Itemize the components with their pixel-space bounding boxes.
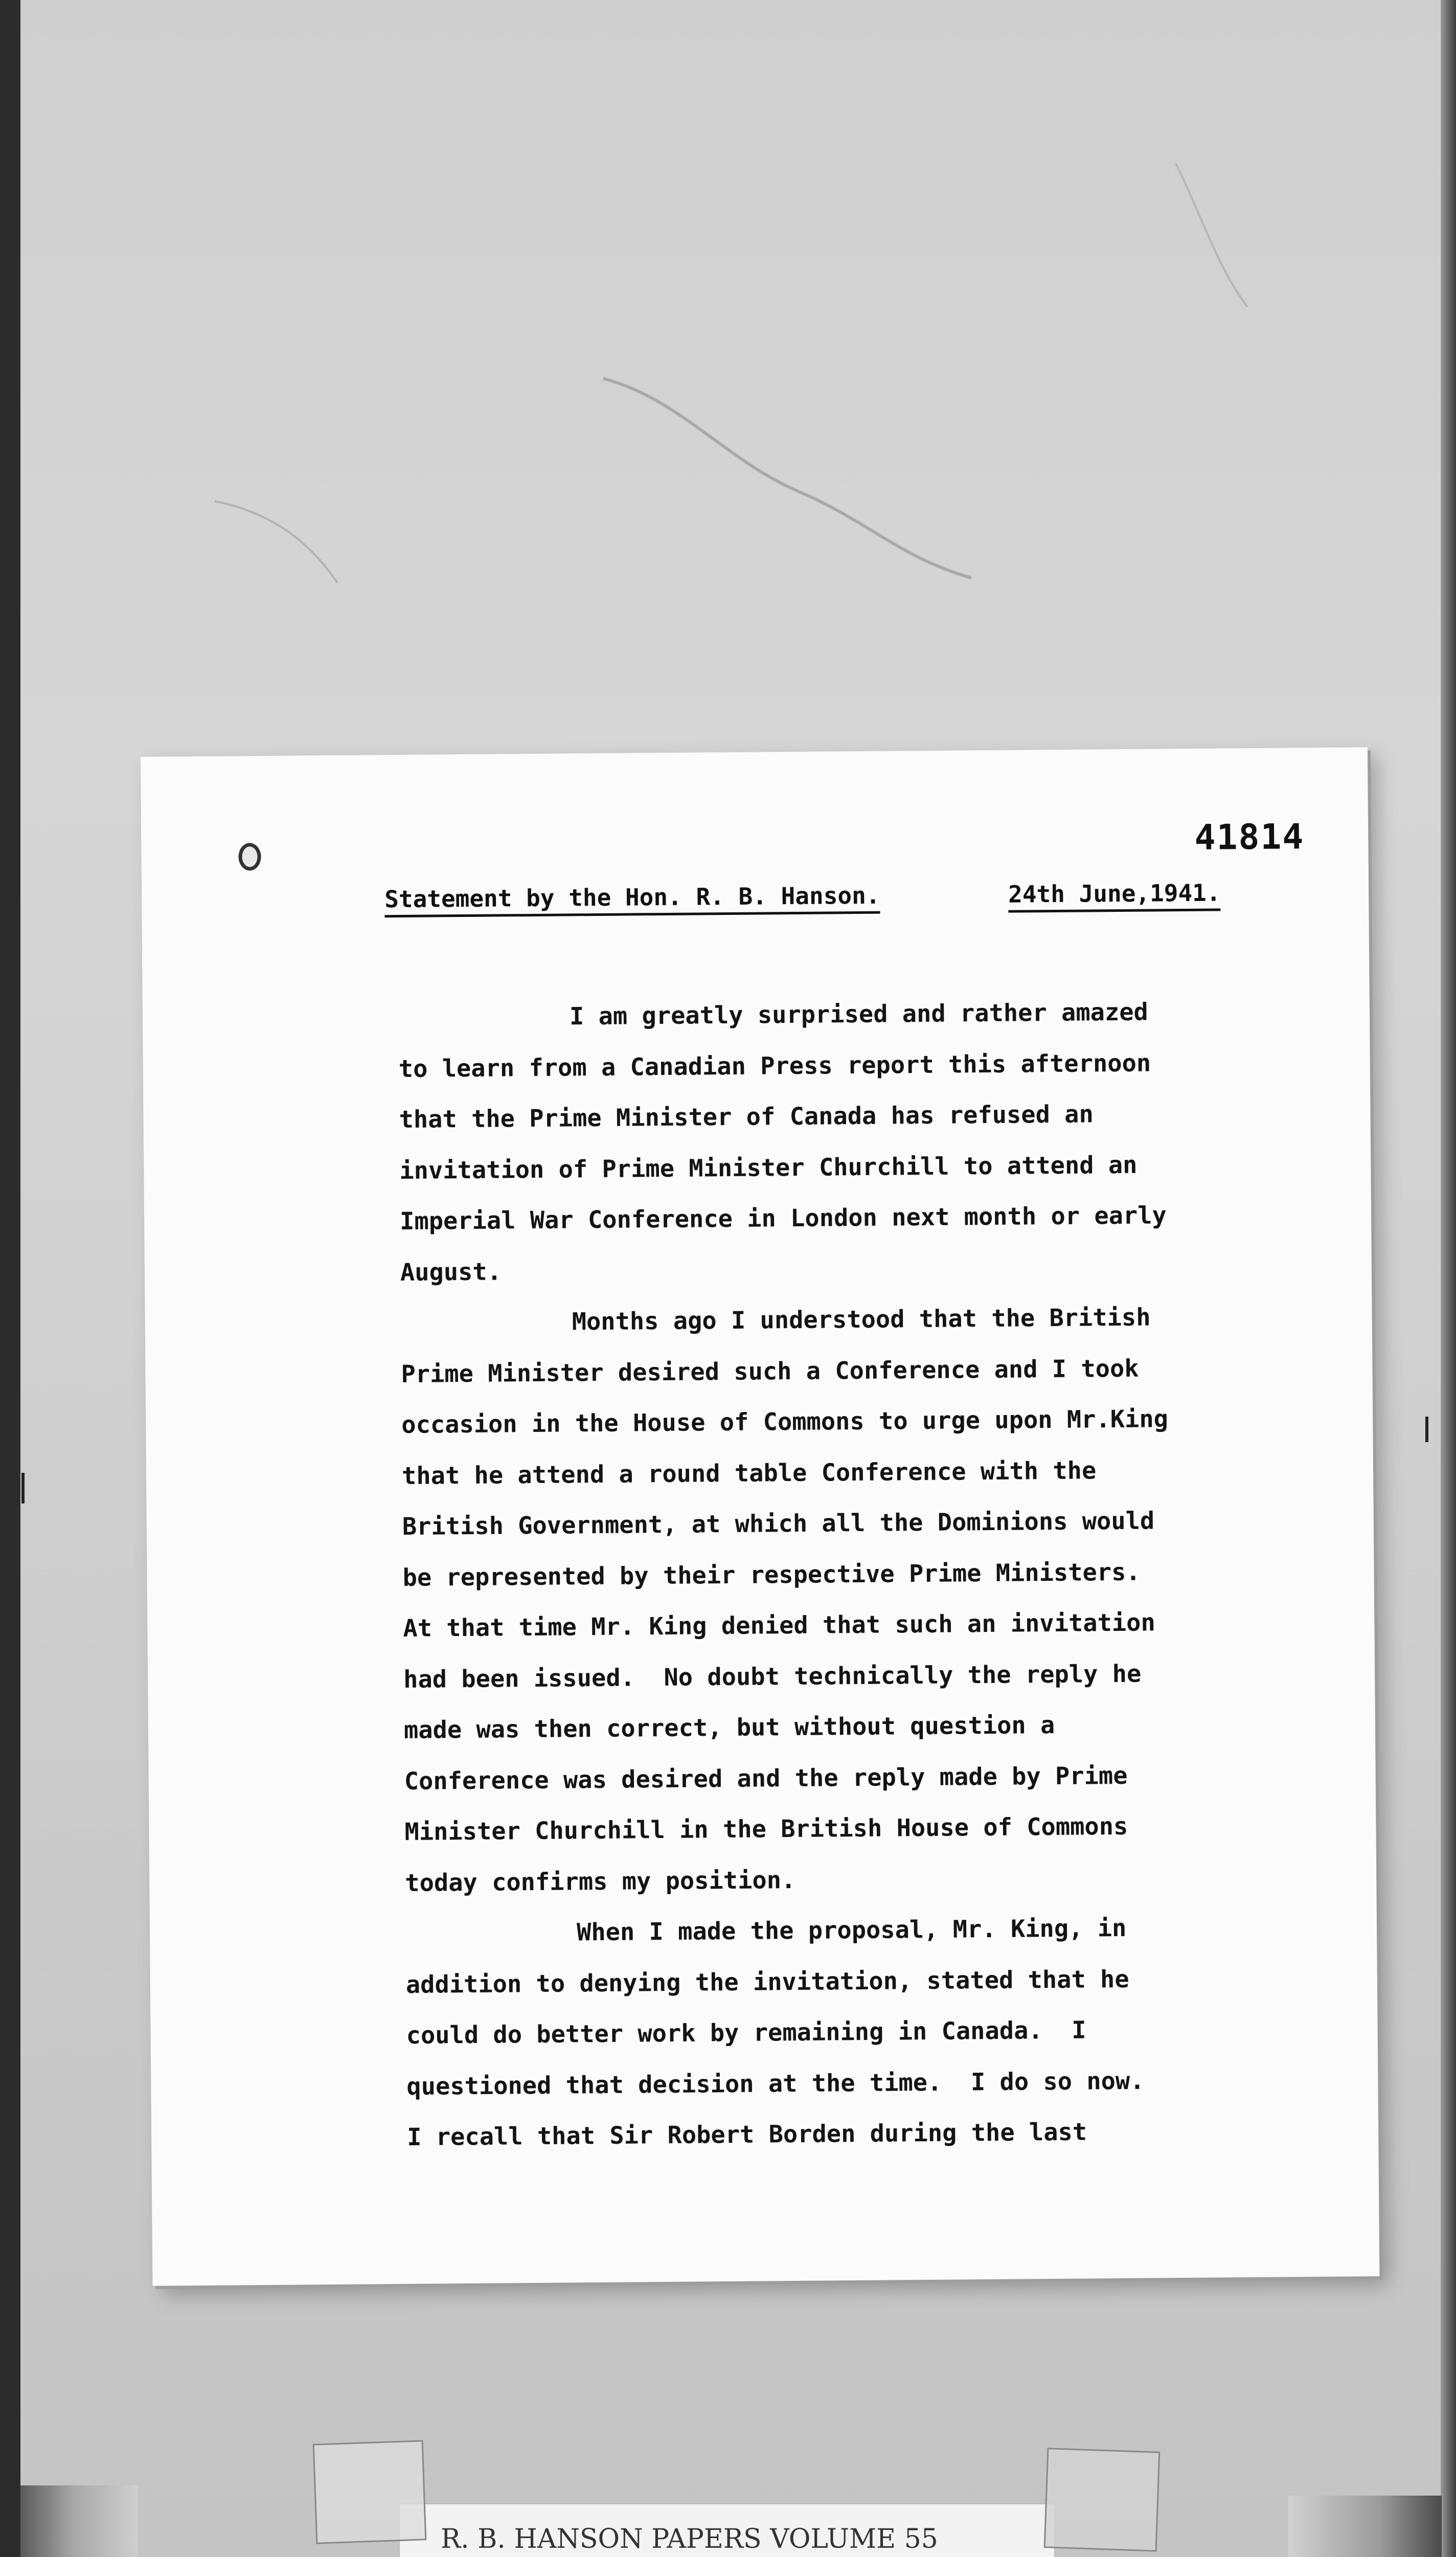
edge-mark [21, 1473, 25, 1504]
document-number: 41814 [1194, 817, 1305, 858]
statement-line: made was then correct, but without question a [403, 1711, 1055, 1745]
statement-line: that the Prime Minister of Canada has refused an [399, 1100, 1094, 1134]
statement-line: August. [400, 1257, 502, 1287]
statement-heading: Statement by the Hon. R. B. Hanson. [384, 882, 880, 918]
volume-label-text: R. B. HANSON PAPERS VOLUME 55 [441, 2524, 938, 2554]
statement-line: questioned that decision at the time. I do so now. [406, 2067, 1145, 2101]
volume-label [399, 2503, 1055, 2557]
punch-hole [238, 843, 261, 870]
edge-mark [1425, 1417, 1428, 1442]
tape-piece [1044, 2448, 1161, 2552]
statement-line: today confirms my position. [405, 1866, 796, 1897]
statement-line: Prime Minister desired such a Conference and I took [401, 1354, 1139, 1388]
board-edge [1441, 0, 1456, 2557]
statement-date: 24th June,1941. [1008, 879, 1221, 912]
statement-line: Conference was desired and the reply made by Prime [404, 1761, 1128, 1796]
statement-line: occasion in the House of Commons to urge upon Mr.King [401, 1405, 1169, 1440]
statement-line: I am greatly surprised and rather amazed [569, 998, 1149, 1031]
board-crease [0, 0, 1456, 716]
tape-piece [1288, 2496, 1442, 2557]
statement-line: could do better work by remaining in Canada. I [406, 2016, 1086, 2050]
statement-line: invitation of Prime Minister Churchill to attend an [399, 1151, 1138, 1185]
statement-line: Months ago I understood that the British [572, 1303, 1151, 1336]
statement-line: British Government, at which all the Dominions would [402, 1507, 1155, 1541]
statement-line: Imperial War Conference in London next month or early [399, 1201, 1167, 1236]
statement-body [398, 985, 1307, 2163]
statement-line: addition to denying the invitation, stated that he [405, 1965, 1129, 1999]
statement-line: I recall that Sir Robert Borden during the last [407, 2118, 1087, 2151]
statement-line: had been issued. No doubt technically the reply he [403, 1659, 1142, 1694]
statement-line: Minister Churchill in the British House of Commons [404, 1812, 1128, 1847]
tape-piece [20, 2485, 138, 2557]
statement-line: At that time Mr. King denied that such an invitation [403, 1608, 1155, 1643]
statement-line: to learn from a Canadian Press report this afternoon [398, 1048, 1151, 1083]
statement-line: that he attend a round table Conference with the [401, 1456, 1097, 1490]
statement-line: When I made the proposal, Mr. King, in [576, 1914, 1127, 1947]
tape-piece [313, 2440, 427, 2544]
statement-line: be represented by their respective Prime Ministers. [402, 1558, 1141, 1592]
typed-statement-page [141, 747, 1379, 2286]
